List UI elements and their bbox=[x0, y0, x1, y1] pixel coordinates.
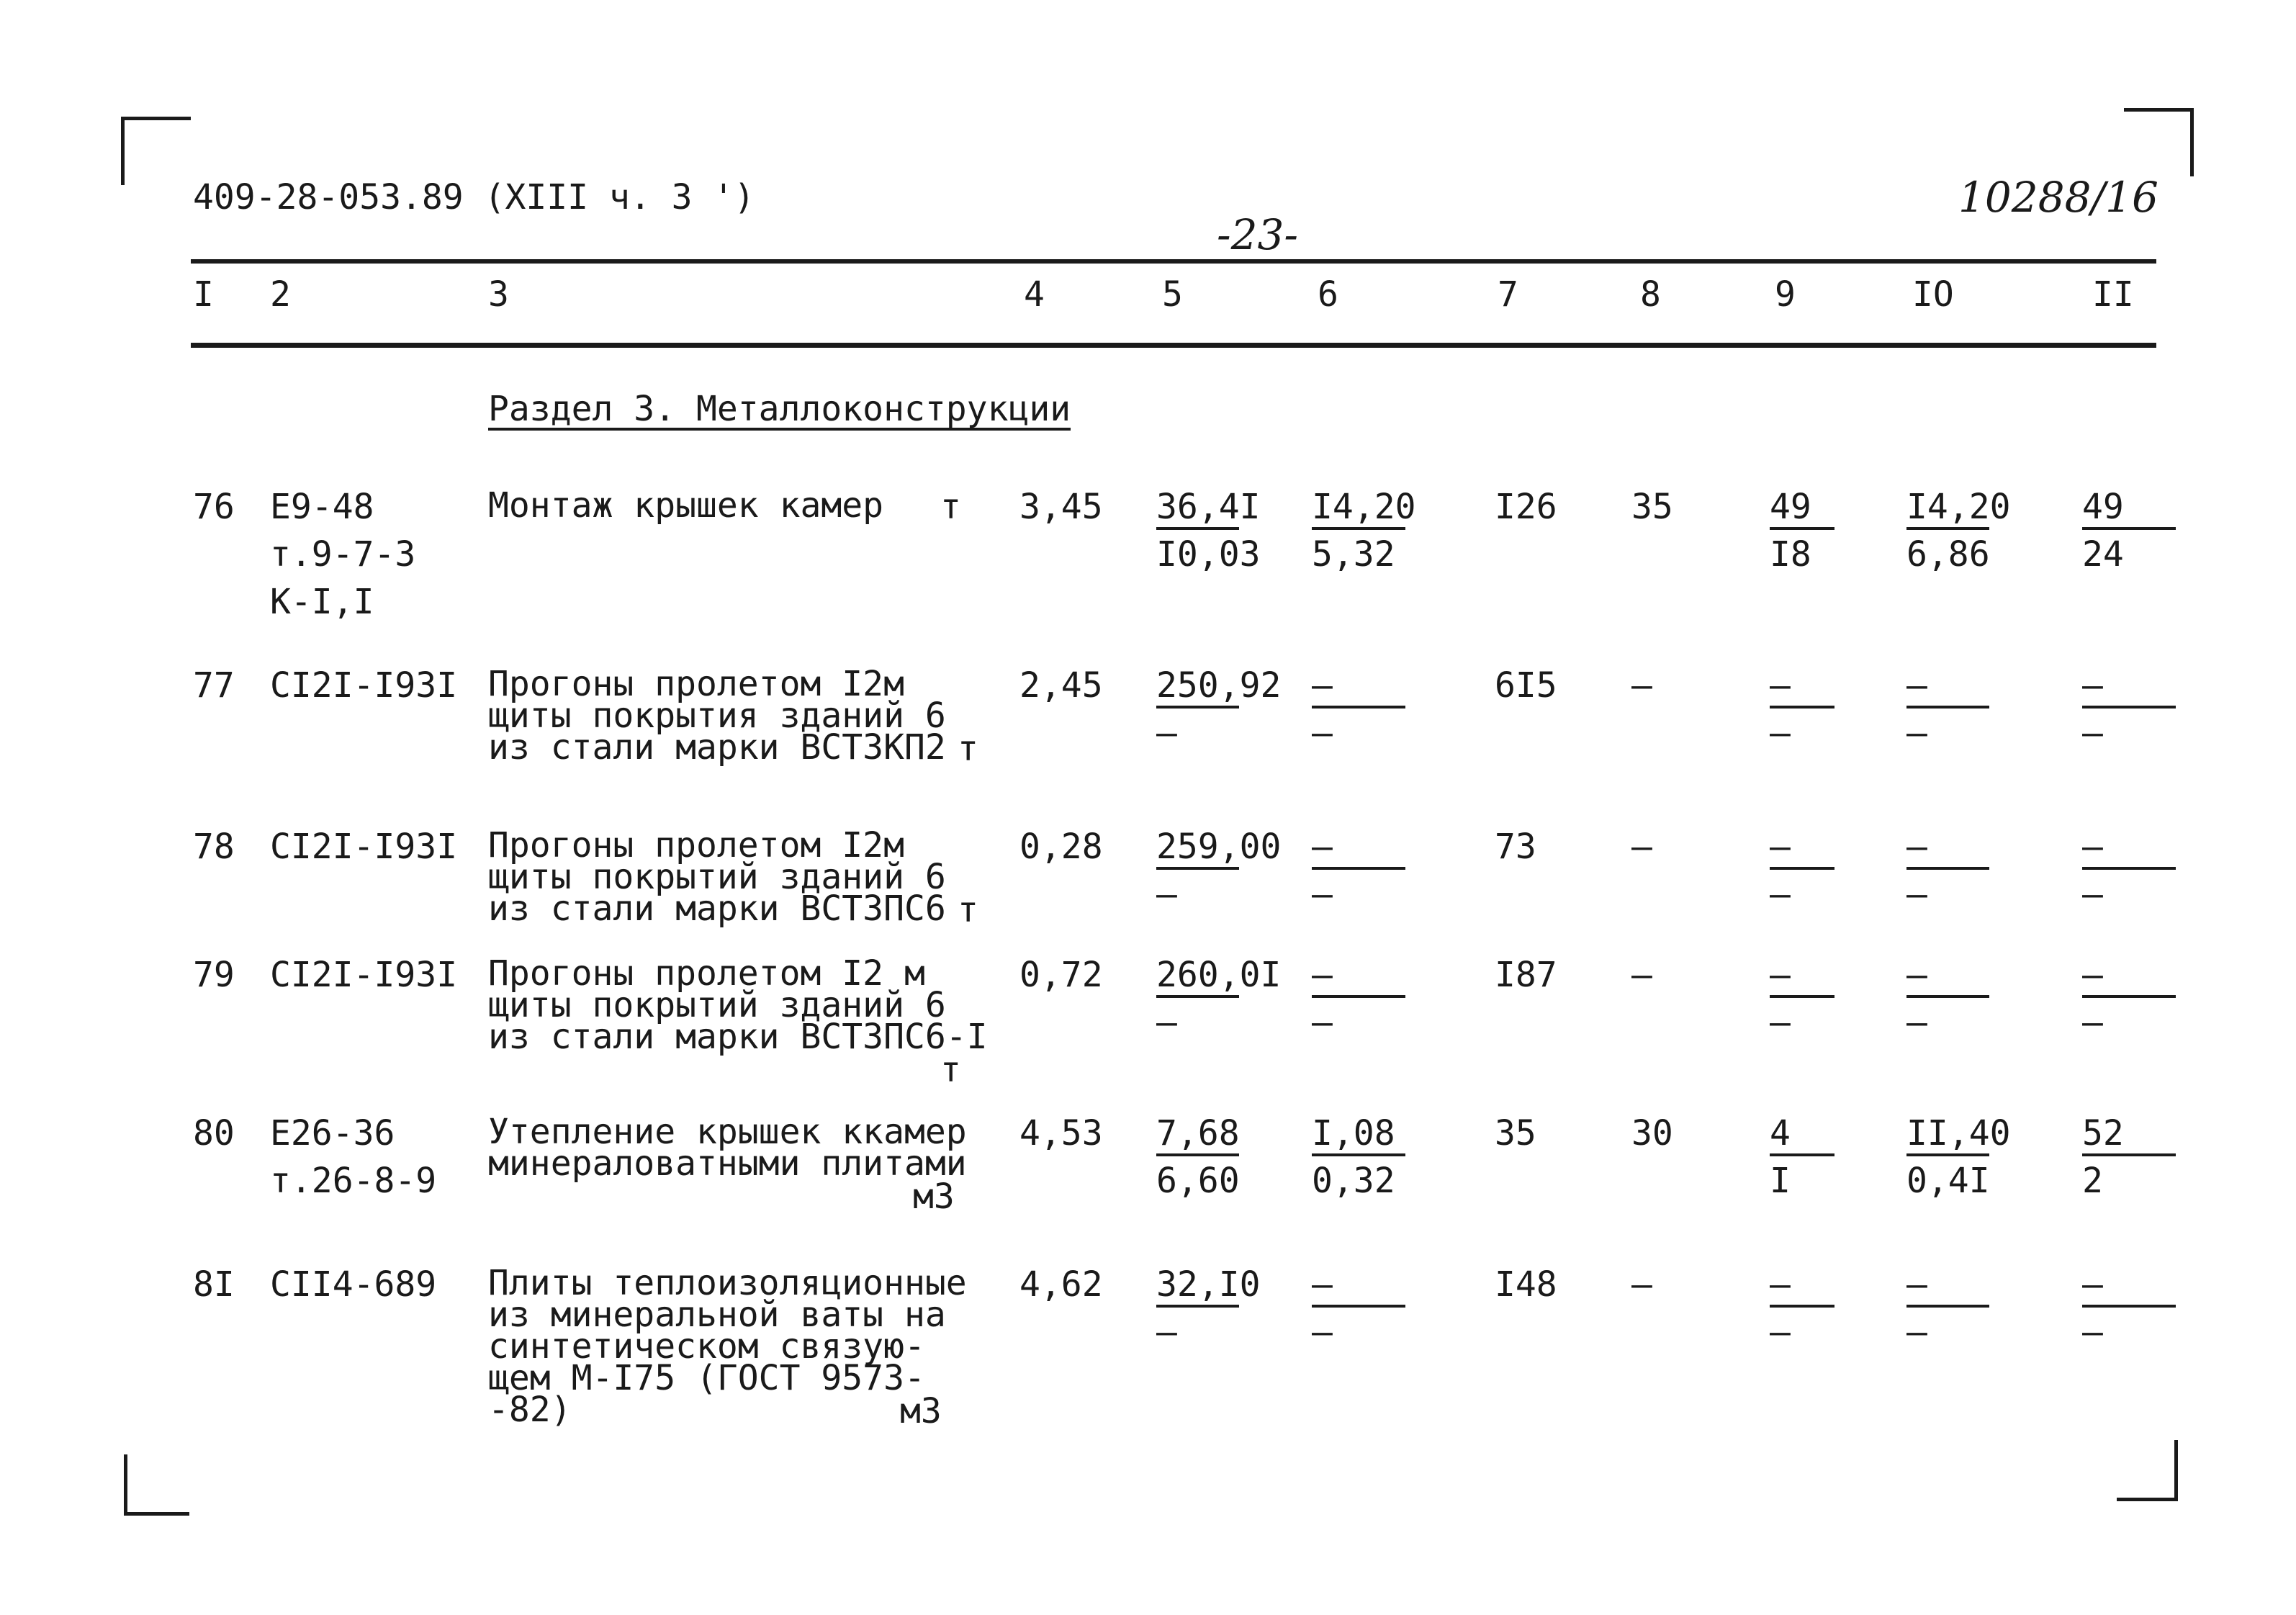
row-col-7: 6I5 bbox=[1495, 665, 1557, 706]
corner-mark-top-right bbox=[2124, 108, 2194, 176]
row-c6-top: – bbox=[1312, 665, 1333, 706]
row-col-4: 2,45 bbox=[1019, 665, 1103, 706]
row-c9-underline bbox=[1770, 1305, 1834, 1308]
row-number: 78 bbox=[193, 827, 235, 867]
row-c11-bottom: – bbox=[2082, 713, 2103, 753]
row-c10-bottom: 6,86 bbox=[1906, 534, 1990, 575]
row-c6-underline bbox=[1312, 1305, 1405, 1308]
row-c11-underline bbox=[2082, 1305, 2176, 1308]
row-number: 79 bbox=[193, 955, 235, 995]
row-c11-top: – bbox=[2082, 955, 2103, 995]
row-c6-top: I,08 bbox=[1312, 1113, 1395, 1153]
row-c11-underline bbox=[2082, 995, 2176, 998]
row-c6-underline bbox=[1312, 1153, 1405, 1156]
row-c11-underline bbox=[2082, 706, 2176, 708]
row-c11-top: 49 bbox=[2082, 487, 2124, 527]
row-c5-top: 259,00 bbox=[1156, 827, 1282, 867]
row-c6-top: I4,20 bbox=[1312, 487, 1416, 527]
row-number: 8I bbox=[193, 1264, 235, 1305]
row-description: Плиты теплоизоляционные из минеральной ваты на синтетическом связую- щем М-I75 (ГОСТ 9573- -82) bbox=[488, 1263, 967, 1430]
row-c5-bottom: – bbox=[1156, 1312, 1177, 1352]
row-c10-underline bbox=[1906, 1305, 1989, 1308]
row-code-line: CI2I-I93I bbox=[270, 955, 458, 995]
row-description: Монтаж крышек камер bbox=[488, 485, 884, 526]
col-header-6: 6 bbox=[1318, 274, 1338, 315]
row-description: Прогоны пролетом I2 м щиты покрытий зданий 6 из стали марки ВСТ3ПС6-I bbox=[488, 953, 988, 1057]
col-header-11: II bbox=[2092, 274, 2134, 315]
row-c6-underline bbox=[1312, 995, 1405, 998]
row-c9-top: 49 bbox=[1770, 487, 1811, 527]
row-c5-underline bbox=[1156, 1305, 1239, 1308]
row-c10-underline bbox=[1906, 527, 1989, 530]
row-c10-underline bbox=[1906, 867, 1989, 870]
row-c11-bottom: 24 bbox=[2082, 534, 2124, 575]
row-c5-top: 250,92 bbox=[1156, 665, 1282, 706]
row-c9-underline bbox=[1770, 706, 1834, 708]
row-col-8: 35 bbox=[1631, 487, 1673, 527]
corner-mark-top-left bbox=[121, 117, 191, 185]
row-c9-bottom: – bbox=[1770, 874, 1791, 914]
row-c11-underline bbox=[2082, 1153, 2176, 1156]
row-code-line: CII4-689 bbox=[270, 1264, 437, 1305]
row-number: 80 bbox=[193, 1113, 235, 1153]
row-c10-top: – bbox=[1906, 1264, 1927, 1305]
row-col-7: 35 bbox=[1495, 1113, 1536, 1153]
row-c6-bottom: 0,32 bbox=[1312, 1161, 1395, 1201]
row-col-4: 0,72 bbox=[1019, 955, 1103, 995]
row-col-7: I48 bbox=[1495, 1264, 1557, 1305]
row-c5-bottom: 6,60 bbox=[1156, 1161, 1240, 1201]
row-c5-underline bbox=[1156, 867, 1239, 870]
row-col-4: 3,45 bbox=[1019, 487, 1103, 527]
header-top-rule bbox=[191, 259, 2156, 264]
row-c9-top: – bbox=[1770, 955, 1791, 995]
col-header-5: 5 bbox=[1162, 274, 1183, 315]
col-header-1: I bbox=[193, 274, 214, 315]
row-c11-bottom: 2 bbox=[2082, 1161, 2103, 1201]
row-description: Прогоны пролетом I2м щиты покрытий зданий 6 из стали марки ВСТ3ПС6 bbox=[488, 825, 946, 929]
row-c5-top: 32,I0 bbox=[1156, 1264, 1261, 1305]
row-c11-bottom: – bbox=[2082, 1002, 2103, 1043]
row-c6-bottom: – bbox=[1312, 1002, 1333, 1043]
row-c9-top: 4 bbox=[1770, 1113, 1791, 1153]
row-c11-bottom: – bbox=[2082, 1312, 2103, 1352]
corner-mark-bottom-right bbox=[2117, 1440, 2178, 1501]
row-c6-bottom: – bbox=[1312, 1312, 1333, 1352]
col-header-4: 4 bbox=[1024, 274, 1045, 315]
row-c10-underline bbox=[1906, 1153, 1989, 1156]
row-c10-bottom: 0,4I bbox=[1906, 1161, 1990, 1201]
row-c10-bottom: – bbox=[1906, 1312, 1927, 1352]
row-c10-underline bbox=[1906, 706, 1989, 708]
row-c9-top: – bbox=[1770, 665, 1791, 706]
row-c10-underline bbox=[1906, 995, 1989, 998]
row-unit: м3 bbox=[900, 1391, 942, 1431]
row-c5-underline bbox=[1156, 995, 1239, 998]
row-number: 76 bbox=[193, 487, 235, 527]
row-c10-top: – bbox=[1906, 827, 1927, 867]
row-c5-underline bbox=[1156, 706, 1239, 708]
row-col-4: 4,62 bbox=[1019, 1264, 1103, 1305]
row-col-7: I26 bbox=[1495, 487, 1557, 527]
row-c6-top: – bbox=[1312, 827, 1333, 867]
row-description: Утепление крышек ккамер минераловатными плитами bbox=[488, 1112, 967, 1184]
row-c9-top: – bbox=[1770, 1264, 1791, 1305]
row-c5-top: 7,68 bbox=[1156, 1113, 1240, 1153]
row-c11-bottom: – bbox=[2082, 874, 2103, 914]
row-col-4: 4,53 bbox=[1019, 1113, 1103, 1153]
row-c5-bottom: – bbox=[1156, 1002, 1177, 1043]
row-c6-underline bbox=[1312, 527, 1405, 530]
row-c10-top: II,40 bbox=[1906, 1113, 2011, 1153]
row-c11-top: – bbox=[2082, 827, 2103, 867]
row-code-line: E26-36 bbox=[270, 1113, 395, 1153]
row-unit: т bbox=[940, 487, 961, 527]
row-c10-top: – bbox=[1906, 955, 1927, 995]
row-col-8: – bbox=[1631, 827, 1652, 867]
row-code-line: CI2I-I93I bbox=[270, 665, 458, 706]
col-header-7: 7 bbox=[1498, 274, 1518, 315]
row-c9-underline bbox=[1770, 527, 1834, 530]
row-c11-top: – bbox=[2082, 665, 2103, 706]
col-header-9: 9 bbox=[1775, 274, 1796, 315]
row-c11-top: – bbox=[2082, 1264, 2103, 1305]
row-c6-underline bbox=[1312, 867, 1405, 870]
row-c10-bottom: – bbox=[1906, 874, 1927, 914]
row-col-7: 73 bbox=[1495, 827, 1536, 867]
row-c6-bottom: – bbox=[1312, 713, 1333, 753]
row-code-line: CI2I-I93I bbox=[270, 827, 458, 867]
row-unit: т bbox=[958, 890, 978, 930]
row-c9-bottom: – bbox=[1770, 713, 1791, 753]
row-c6-bottom: – bbox=[1312, 874, 1333, 914]
row-col-4: 0,28 bbox=[1019, 827, 1103, 867]
row-c9-underline bbox=[1770, 995, 1834, 998]
row-c10-top: – bbox=[1906, 665, 1927, 706]
row-c5-underline bbox=[1156, 1153, 1239, 1156]
header-bottom-rule bbox=[191, 343, 2156, 348]
page-number: -23- bbox=[1217, 210, 1298, 259]
row-col-8: – bbox=[1631, 665, 1652, 706]
col-header-3: 3 bbox=[488, 274, 509, 315]
row-col-8: – bbox=[1631, 955, 1652, 995]
corner-mark-bottom-left bbox=[124, 1454, 189, 1516]
row-col-7: I87 bbox=[1495, 955, 1557, 995]
row-number: 77 bbox=[193, 665, 235, 706]
row-c11-underline bbox=[2082, 527, 2176, 530]
row-c9-bottom: I bbox=[1770, 1161, 1791, 1201]
row-code-line: E9-48 bbox=[270, 487, 374, 527]
row-col-8: 30 bbox=[1631, 1113, 1673, 1153]
row-c10-bottom: – bbox=[1906, 1002, 1927, 1043]
row-c9-bottom: – bbox=[1770, 1002, 1791, 1043]
row-unit: т bbox=[958, 729, 978, 769]
document-code: 409-28-053.89 (XIII ч. 3 ') bbox=[193, 177, 755, 217]
section-title bbox=[488, 389, 1071, 431]
row-c9-top: – bbox=[1770, 827, 1791, 867]
row-c9-bottom: – bbox=[1770, 1312, 1791, 1352]
row-c5-bottom: – bbox=[1156, 874, 1177, 914]
row-c9-underline bbox=[1770, 1153, 1834, 1156]
row-c11-underline bbox=[2082, 867, 2176, 870]
row-description: Прогоны пролетом I2м щиты покрытия зданий 6 из стали марки ВСТ3КП2 bbox=[488, 664, 946, 768]
row-c5-top: 36,4I bbox=[1156, 487, 1261, 527]
row-code-line: К-I,I bbox=[270, 582, 374, 622]
row-c6-bottom: 5,32 bbox=[1312, 534, 1395, 575]
archive-stamp: 10288/16 bbox=[1958, 173, 2158, 222]
row-c5-top: 260,0I bbox=[1156, 955, 1282, 995]
row-c5-underline bbox=[1156, 527, 1239, 530]
row-code-line: т.26-8-9 bbox=[270, 1161, 437, 1201]
section-title-text: Раздел 3. Металлоконструкции bbox=[488, 389, 1071, 429]
row-c11-top: 52 bbox=[2082, 1113, 2124, 1153]
row-c9-underline bbox=[1770, 867, 1834, 870]
col-header-10: IO bbox=[1912, 274, 1954, 315]
row-c5-bottom: I0,03 bbox=[1156, 534, 1261, 575]
row-code-line: т.9-7-3 bbox=[270, 534, 416, 575]
row-c6-top: – bbox=[1312, 1264, 1333, 1305]
row-c10-top: I4,20 bbox=[1906, 487, 2011, 527]
col-header-8: 8 bbox=[1640, 274, 1661, 315]
row-col-8: – bbox=[1631, 1264, 1652, 1305]
row-c10-bottom: – bbox=[1906, 713, 1927, 753]
col-header-2: 2 bbox=[270, 274, 291, 315]
row-c5-bottom: – bbox=[1156, 713, 1177, 753]
row-c9-bottom: I8 bbox=[1770, 534, 1811, 575]
row-c6-underline bbox=[1312, 706, 1405, 708]
row-c6-top: – bbox=[1312, 955, 1333, 995]
row-unit: м3 bbox=[913, 1177, 955, 1217]
row-unit: т bbox=[940, 1050, 961, 1090]
